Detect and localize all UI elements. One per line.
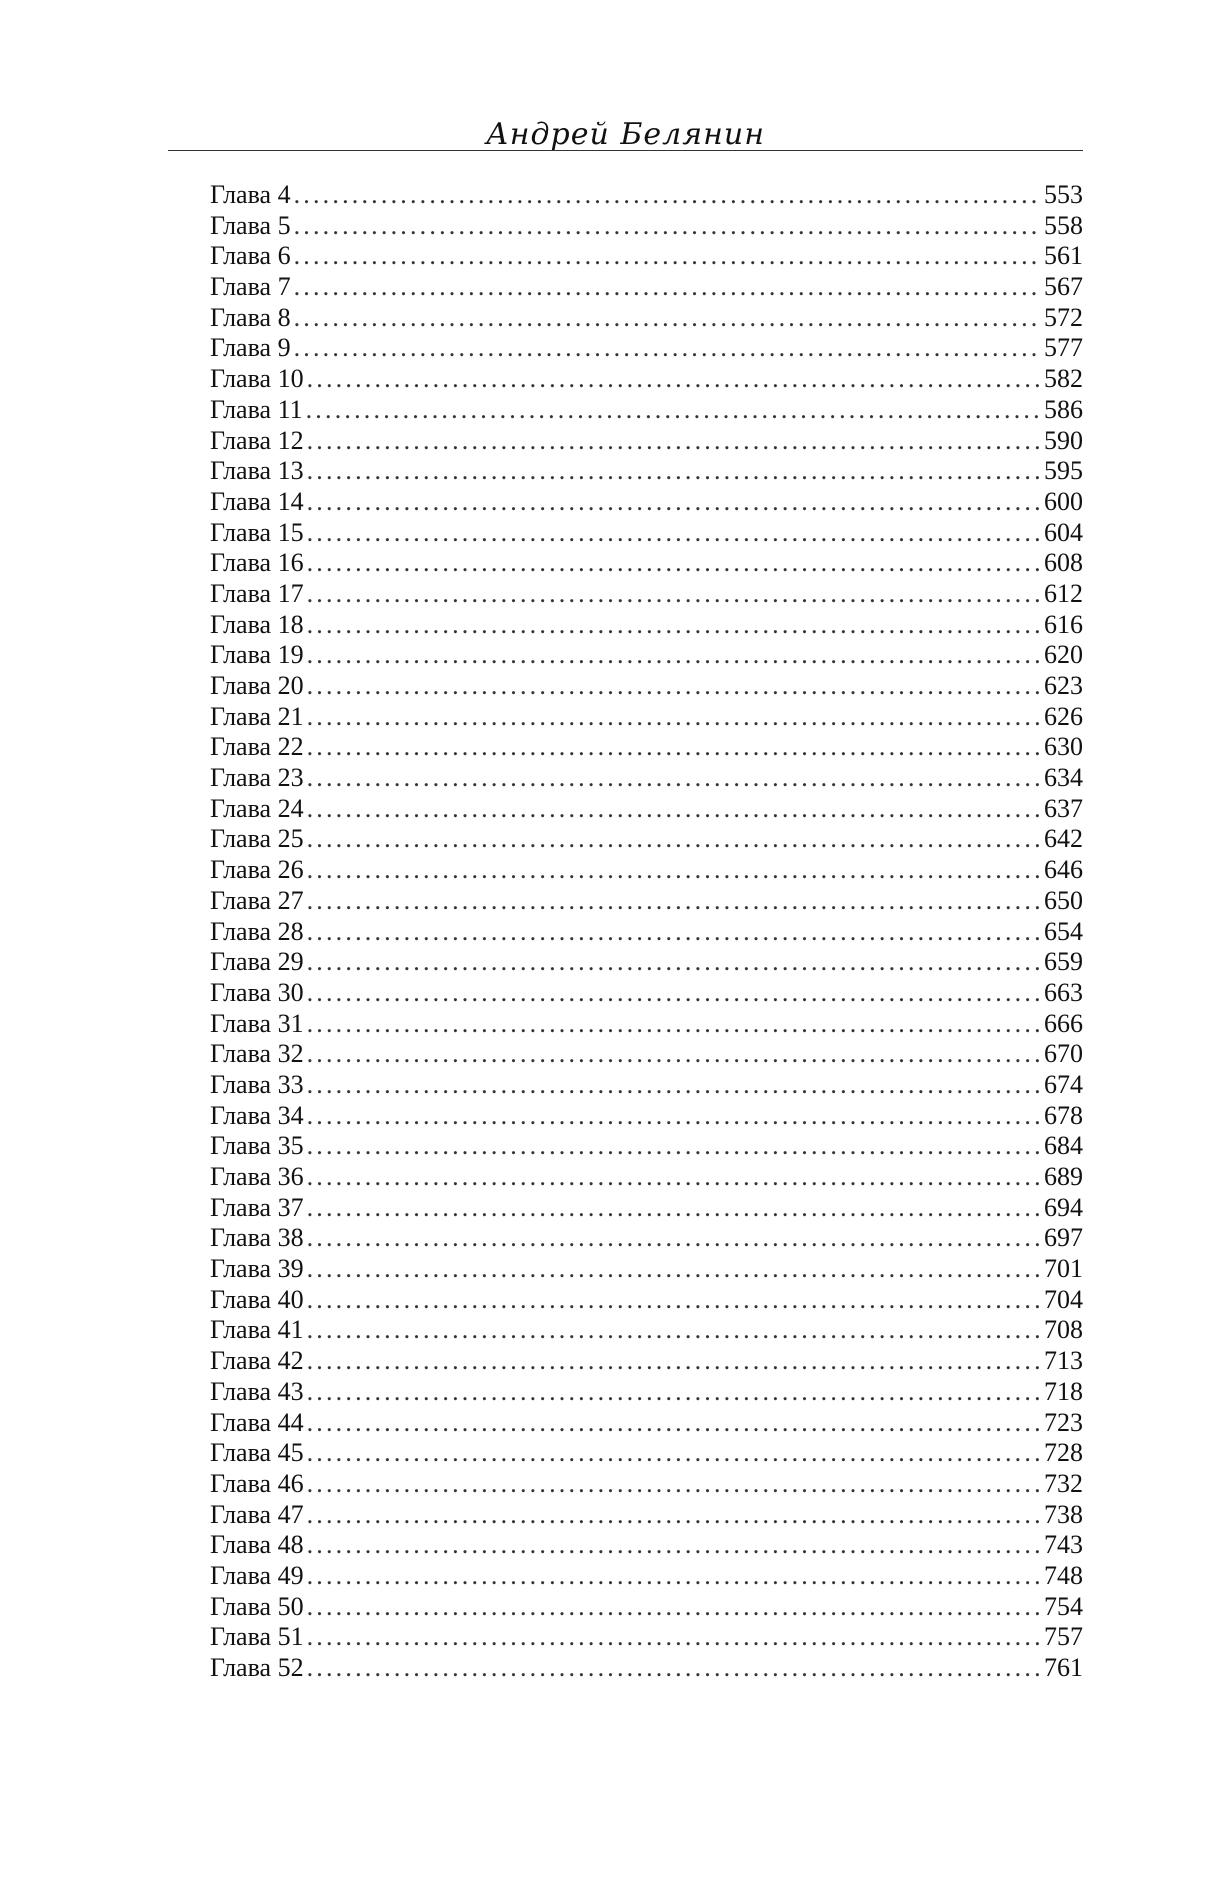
toc-entry-title: Глава 8	[210, 302, 291, 332]
toc-entry	[210, 1438, 1083, 1469]
toc-entry-page-number: 689	[1044, 1162, 1083, 1191]
toc-entry-title: Глава 21	[210, 701, 304, 731]
toc-entry-title: Глава 49	[210, 1560, 304, 1590]
toc-dot-leader	[307, 548, 1042, 579]
toc-dot-leader	[307, 1346, 1042, 1377]
toc-entry	[210, 824, 1083, 855]
toc-entry	[210, 794, 1083, 825]
toc-entry	[210, 303, 1083, 334]
toc-entry-title: Глава 22	[210, 732, 304, 762]
toc-entry	[210, 579, 1083, 610]
toc-entry	[210, 1469, 1083, 1500]
toc-dot-leader	[307, 456, 1042, 487]
toc-dot-leader	[307, 978, 1042, 1009]
toc-entry	[210, 395, 1083, 426]
toc-entry-title: Глава 19	[210, 640, 304, 670]
toc-entry-title: Глава 47	[210, 1499, 304, 1529]
toc-entry-title: Глава 7	[210, 272, 291, 302]
toc-entry-page-number: 663	[1044, 977, 1083, 1007]
toc-entry-page-number: 608	[1044, 548, 1083, 578]
toc-entry-page-number: 634	[1044, 763, 1083, 793]
toc-entry-title: Глава 12	[210, 425, 304, 455]
toc-entry	[210, 640, 1083, 671]
toc-entry-title: Глава 50	[210, 1591, 304, 1621]
toc-dot-leader	[307, 1592, 1042, 1623]
toc-dot-leader	[307, 886, 1042, 917]
toc-entry-page-number: 723	[1044, 1407, 1083, 1437]
toc-entry-page-number: 718	[1044, 1376, 1083, 1406]
toc-dot-leader	[307, 732, 1042, 763]
toc-dot-leader	[307, 1561, 1042, 1592]
toc-entry	[210, 763, 1083, 794]
toc-entry-page-number: 697	[1044, 1223, 1083, 1253]
toc-dot-leader	[307, 1254, 1042, 1285]
toc-entry	[210, 487, 1083, 518]
toc-entry	[210, 364, 1083, 395]
toc-dot-leader	[294, 241, 1042, 272]
header-rule	[168, 150, 1083, 151]
toc-dot-leader	[307, 1070, 1042, 1101]
toc-entry-page-number: 646	[1044, 855, 1083, 885]
toc-entry-title: Глава 17	[210, 578, 304, 608]
toc-entry	[210, 456, 1083, 487]
toc-entry-title: Глава 23	[210, 763, 304, 793]
toc-entry-page-number: 754	[1044, 1591, 1083, 1621]
toc-dot-leader	[307, 1408, 1042, 1439]
toc-dot-leader	[307, 1223, 1042, 1254]
toc-entry-title: Глава 16	[210, 548, 304, 578]
toc-entry-page-number: 586	[1044, 394, 1083, 424]
toc-dot-leader	[307, 917, 1042, 948]
toc-entry	[210, 518, 1083, 549]
toc-entry-page-number: 558	[1044, 210, 1083, 240]
toc-dot-leader	[307, 1131, 1042, 1162]
toc-entry-page-number: 616	[1044, 609, 1083, 639]
toc-entry	[210, 1162, 1083, 1193]
toc-entry-title: Глава 28	[210, 916, 304, 946]
toc-entry-page-number: 674	[1044, 1069, 1083, 1099]
toc-entry-page-number: 595	[1044, 456, 1083, 486]
toc-entry-page-number: 659	[1044, 947, 1083, 977]
toc-entry-page-number: 620	[1044, 640, 1083, 670]
toc-entry	[210, 610, 1083, 641]
toc-entry	[210, 426, 1083, 457]
toc-entry-title: Глава 35	[210, 1131, 304, 1161]
toc-entry-title: Глава 43	[210, 1376, 304, 1406]
toc-entry-title: Глава 33	[210, 1069, 304, 1099]
toc-entry	[210, 1377, 1083, 1408]
toc-entry-title: Глава 42	[210, 1346, 304, 1376]
toc-dot-leader	[307, 763, 1042, 794]
toc-entry-page-number: 670	[1044, 1039, 1083, 1069]
toc-dot-leader	[307, 1377, 1042, 1408]
toc-entry	[210, 886, 1083, 917]
toc-entry-page-number: 748	[1044, 1560, 1083, 1590]
toc-entry-page-number: 694	[1044, 1192, 1083, 1222]
toc-dot-leader	[307, 1438, 1042, 1469]
toc-entry	[210, 1622, 1083, 1653]
toc-entry	[210, 1285, 1083, 1316]
toc-dot-leader	[307, 1315, 1042, 1346]
toc-entry	[210, 1070, 1083, 1101]
toc-entry-page-number: 612	[1044, 578, 1083, 608]
toc-entry-title: Глава 24	[210, 793, 304, 823]
toc-dot-leader	[294, 333, 1042, 364]
toc-dot-leader	[307, 947, 1042, 978]
toc-entry	[210, 732, 1083, 763]
toc-dot-leader	[307, 1622, 1042, 1653]
toc-entry-page-number: 684	[1044, 1131, 1083, 1161]
toc-entry-title: Глава 30	[210, 977, 304, 1007]
toc-dot-leader	[307, 1653, 1042, 1684]
toc-entry-title: Глава 15	[210, 517, 304, 547]
toc-dot-leader	[307, 824, 1042, 855]
toc-entry-title: Глава 41	[210, 1315, 304, 1345]
toc-entry	[210, 1223, 1083, 1254]
toc-dot-leader	[307, 1285, 1042, 1316]
toc-entry-title: Глава 4	[210, 180, 291, 209]
toc-entry	[210, 1500, 1083, 1531]
toc-entry	[210, 917, 1083, 948]
toc-dot-leader	[307, 610, 1042, 641]
toc-entry-page-number: 704	[1044, 1284, 1083, 1314]
toc-dot-leader	[307, 426, 1042, 457]
toc-entry-page-number: 757	[1044, 1622, 1083, 1652]
toc-dot-leader	[294, 180, 1042, 211]
toc-dot-leader	[307, 794, 1042, 825]
toc-entry-page-number: 590	[1044, 425, 1083, 455]
toc-entry-title: Глава 13	[210, 456, 304, 486]
toc-entry-title: Глава 10	[210, 364, 304, 394]
toc-entry-title: Глава 29	[210, 947, 304, 977]
toc-dot-leader	[307, 1101, 1042, 1132]
toc-entry-page-number: 637	[1044, 793, 1083, 823]
toc-entry	[210, 855, 1083, 886]
toc-entry-page-number: 728	[1044, 1438, 1083, 1468]
toc-entry	[210, 671, 1083, 702]
toc-dot-leader	[307, 579, 1042, 610]
toc-entry-page-number: 553	[1044, 180, 1083, 209]
toc-entry-page-number: 642	[1044, 824, 1083, 854]
running-head-author: Андрей Белянин	[486, 117, 765, 152]
toc-entry-title: Глава 26	[210, 855, 304, 885]
toc-dot-leader	[307, 364, 1042, 395]
toc-entry-title: Глава 6	[210, 241, 291, 271]
toc-entry-page-number: 713	[1044, 1346, 1083, 1376]
toc-entry-title: Глава 36	[210, 1162, 304, 1191]
toc-entry	[210, 1193, 1083, 1224]
toc-entry-page-number: 604	[1044, 517, 1083, 547]
toc-entry-page-number: 654	[1044, 916, 1083, 946]
toc-dot-leader	[294, 303, 1042, 334]
toc-entry-title: Глава 44	[210, 1407, 304, 1437]
toc-entry-page-number: 582	[1044, 364, 1083, 394]
toc-dot-leader	[307, 640, 1042, 671]
toc-dot-leader	[307, 1193, 1042, 1224]
toc-entry	[210, 241, 1083, 272]
toc-entry	[210, 1131, 1083, 1162]
toc-entry-page-number: 623	[1044, 671, 1083, 700]
toc-entry-title: Глава 20	[210, 671, 304, 700]
toc-entry-page-number: 630	[1044, 732, 1083, 762]
toc-entry	[210, 1009, 1083, 1040]
toc-entry-title: Глава 5	[210, 210, 291, 240]
toc-entry-page-number: 732	[1044, 1468, 1083, 1498]
toc-entry-title: Глава 39	[210, 1254, 304, 1284]
toc-entry	[210, 548, 1083, 579]
toc-entry-title: Глава 40	[210, 1284, 304, 1314]
toc-entry-title: Глава 11	[210, 394, 303, 424]
toc-dot-leader	[306, 395, 1042, 426]
toc-entry-title: Глава 31	[210, 1008, 304, 1038]
toc-entry-title: Глава 51	[210, 1622, 304, 1652]
toc-entry-page-number: 561	[1044, 241, 1083, 271]
toc-entry	[210, 978, 1083, 1009]
toc-entry-page-number: 666	[1044, 1008, 1083, 1038]
toc-entry-title: Глава 38	[210, 1223, 304, 1253]
toc-entry-page-number: 626	[1044, 701, 1083, 731]
toc-entry-title: Глава 14	[210, 486, 304, 516]
toc-entry	[210, 1315, 1083, 1346]
toc-entry	[210, 180, 1083, 211]
toc-dot-leader	[307, 855, 1042, 886]
toc-entry-title: Глава 46	[210, 1468, 304, 1498]
toc-dot-leader	[307, 671, 1042, 702]
toc-entry-page-number: 738	[1044, 1499, 1083, 1529]
toc-entry	[210, 1561, 1083, 1592]
toc-entry-page-number: 708	[1044, 1315, 1083, 1345]
toc-entry-page-number: 572	[1044, 302, 1083, 332]
toc-entry-title: Глава 25	[210, 824, 304, 854]
toc-entry	[210, 1530, 1083, 1561]
toc-dot-leader	[294, 272, 1042, 303]
toc-entry	[210, 1254, 1083, 1285]
toc-dot-leader	[294, 211, 1042, 242]
toc-entry-page-number: 678	[1044, 1100, 1083, 1130]
toc-entry	[210, 1346, 1083, 1377]
toc-entry-page-number: 600	[1044, 486, 1083, 516]
toc-entry-page-number: 701	[1044, 1254, 1083, 1284]
toc-entry-page-number: 743	[1044, 1530, 1083, 1560]
toc-entry	[210, 947, 1083, 978]
toc-entry-title: Глава 45	[210, 1438, 304, 1468]
toc-dot-leader	[307, 1469, 1042, 1500]
toc-entry	[210, 1592, 1083, 1623]
toc-entry	[210, 272, 1083, 303]
toc-entry	[210, 1408, 1083, 1439]
toc-entry-title: Глава 27	[210, 885, 304, 915]
toc-entry-page-number: 761	[1044, 1653, 1083, 1682]
toc-entry-page-number: 567	[1044, 272, 1083, 302]
toc-entry-title: Глава 34	[210, 1100, 304, 1130]
toc-entry-title: Глава 18	[210, 609, 304, 639]
toc-entry	[210, 702, 1083, 733]
toc-entry-title: Глава 48	[210, 1530, 304, 1560]
toc-dot-leader	[307, 487, 1042, 518]
toc-entry	[210, 1039, 1083, 1070]
toc-entry	[210, 333, 1083, 364]
toc-dot-leader	[307, 518, 1042, 549]
toc-entry-title: Глава 32	[210, 1039, 304, 1069]
toc-entry-title: Глава 37	[210, 1192, 304, 1222]
toc-entry-title: Глава 52	[210, 1653, 304, 1682]
toc-entry	[210, 1101, 1083, 1132]
toc-dot-leader	[307, 1162, 1042, 1193]
toc-dot-leader	[307, 1500, 1042, 1531]
toc-dot-leader	[307, 702, 1042, 733]
toc-dot-leader	[307, 1039, 1042, 1070]
toc-entry	[210, 211, 1083, 242]
toc-entry	[210, 1653, 1083, 1684]
toc-entry-title: Глава 9	[210, 333, 291, 363]
toc-entry-page-number: 577	[1044, 333, 1083, 363]
toc-dot-leader	[307, 1009, 1042, 1040]
toc-entry-page-number: 650	[1044, 885, 1083, 915]
table-of-contents	[210, 180, 1083, 1684]
toc-dot-leader	[307, 1530, 1042, 1561]
